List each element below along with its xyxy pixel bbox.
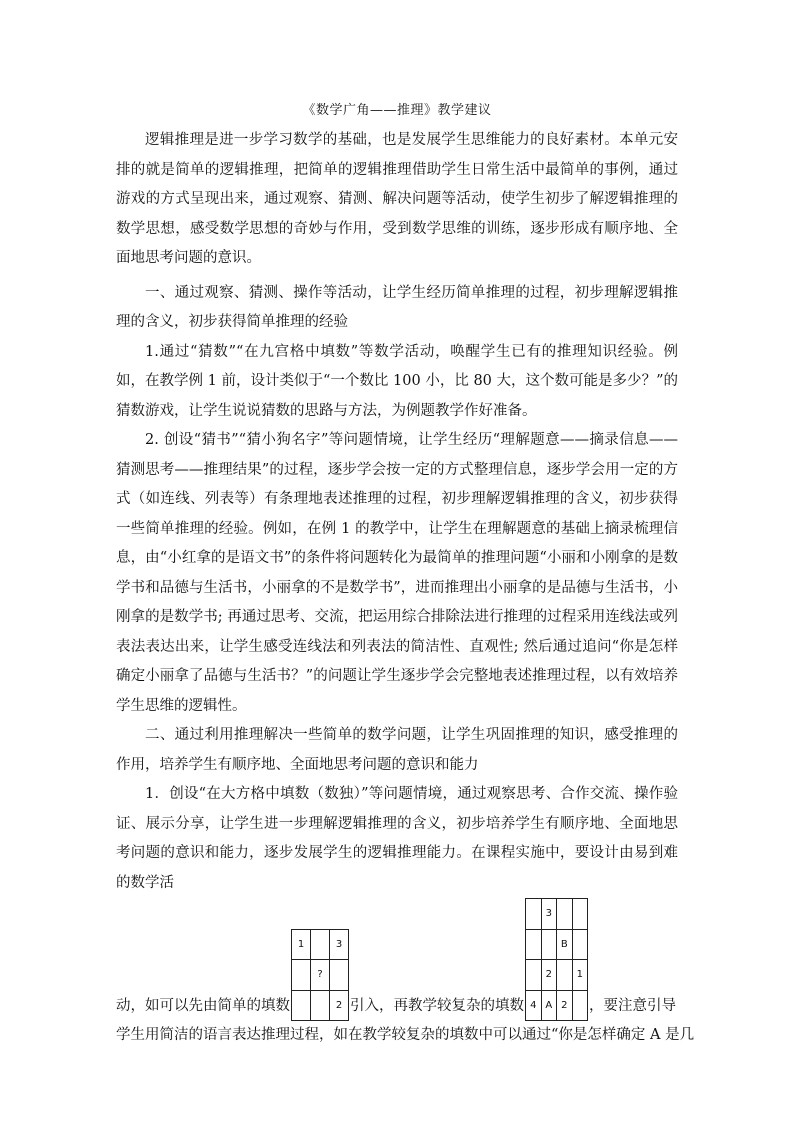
grid-cell — [330, 960, 349, 991]
document-title: 《数学广角——推理》教学建议 — [302, 103, 492, 118]
paragraph-1-2: 2. 创设“猜书”“猜小狗名字”等问题情境，让学生经历“理解题意——摘录信息——猜测思考——推理结果”的过程，逐步学会按一定的方式整理信息，逐步学会用一定的方式（如连线、列表等）有条理地表述推理的过程，初步理解逻辑推理的含义，初步获得一些简单推理的经验。例如，在例 1 的教学中，让学生在理解题意的基础上摘录梳理信息，由“小红拿的是语文书”的条件将问题转化为最简单的推理问题“小丽和小刚拿的是数学书和品德与生活书，小丽拿的不是数学书”，进而推理出小丽拿的是品德与生活书，小刚拿的是数学书; 再通过思考、交流，把运用综合排除法进行推理的过程采用连线法或列表法表达出来，让学生感受连线法和列表法的简洁性、直观性; 然后通过追问“你是怎样确定小丽拿了品德与生活书？”的问题让学生逐步学会完整地表述推理过程，以有效培养学生思维的逻辑性。 — [116, 432, 678, 714]
grid-cell — [572, 929, 588, 960]
paragraph-1-1: 1.通过“猜数”“在九宫格中填数”等数学活动，唤醒学生已有的推理知识经验。例如，在教学例 1 前，设计类似于“一个数比 100 小，比 80 大，这个数可能是多少？”的猜数游戏，让学生说说猜数的思路与方法，为例题教学作好准备。 — [116, 343, 678, 419]
grid-cell: B — [557, 929, 573, 960]
grid-cell — [572, 899, 588, 930]
grid-cell — [311, 929, 330, 960]
grid-cell — [526, 899, 542, 930]
grid-cell — [572, 990, 588, 1021]
grid-cell: 1 — [572, 960, 588, 991]
section-heading-2: 二、通过利用推理解决一些简单的数学问题，让学生巩固推理的知识，感受推理的作用，培养学生有顺序地、全面地思考问题的意识和能力 — [116, 727, 678, 773]
grid-cell — [526, 960, 542, 991]
grid-cell: 3 — [330, 929, 349, 960]
inline-text-2: 引入，再教学较复杂的填数 — [350, 997, 524, 1014]
section-heading-1: 一、通过观察、猜测、操作等活动，让学生经历简单推理的过程，初步理解逻辑推理的含义，初步获得简单推理的经验 — [116, 284, 678, 330]
document-page — [116, 96, 695, 1051]
grid-cell — [292, 960, 311, 991]
inline-text-1: 动，如可以先由简单的填数 — [116, 997, 290, 1014]
grid-cell — [557, 960, 573, 991]
grid-cell: 3 — [541, 899, 557, 930]
grid-cell: 2 — [541, 960, 557, 991]
grid-cell: ? — [311, 960, 330, 991]
grid-cell — [292, 990, 311, 1021]
grid-cell — [557, 899, 573, 930]
grid-cell — [311, 990, 330, 1021]
complex-grid-figure — [525, 898, 588, 1021]
simple-grid-figure — [291, 929, 349, 1022]
grid-cell: A — [541, 990, 557, 1021]
grid-cell — [541, 929, 557, 960]
inline-text-3: ，要注意引导 — [589, 997, 676, 1014]
grid-cell: 2 — [330, 990, 349, 1021]
grid-cell: 1 — [292, 929, 311, 960]
grid-cell: 4 — [526, 990, 542, 1021]
grid-cell — [526, 929, 542, 960]
paragraph-intro: 逻辑推理是进一步学习数学的基础，也是发展学生思维能力的良好素材。本单元安排的就是简单的逻辑推理，把简单的逻辑推理借助学生日常生活中最简单的事例，通过游戏的方式呈现出来，通过观察、猜测、解决问题等活动，使学生初步了解逻辑推理的数学思想，感受数学思想的奇妙与作用，受到数学思维的训练，逐步形成有顺序地、全面地思考问题的意识。 — [116, 132, 678, 266]
paragraph-2-1: 1．创设“在大方格中填数（数独）”等问题情境，通过观察思考、合作交流、操作验证、展示分享，让学生进一步理解逻辑推理的含义，初步培养学生有顺序地、全面地思考问题的意识和能力，逐步发展学生的逻辑推理能力。在课程实施中，要设计由易到难的数学活 — [116, 786, 678, 891]
grid-cell: 2 — [557, 990, 573, 1021]
paragraph-final-line: 学生用简洁的语言表达推理过程，如在教学较复杂的填数中可以通过“你是怎样确定 A 是几 — [116, 1027, 695, 1043]
inline-grid-line — [116, 898, 678, 1021]
